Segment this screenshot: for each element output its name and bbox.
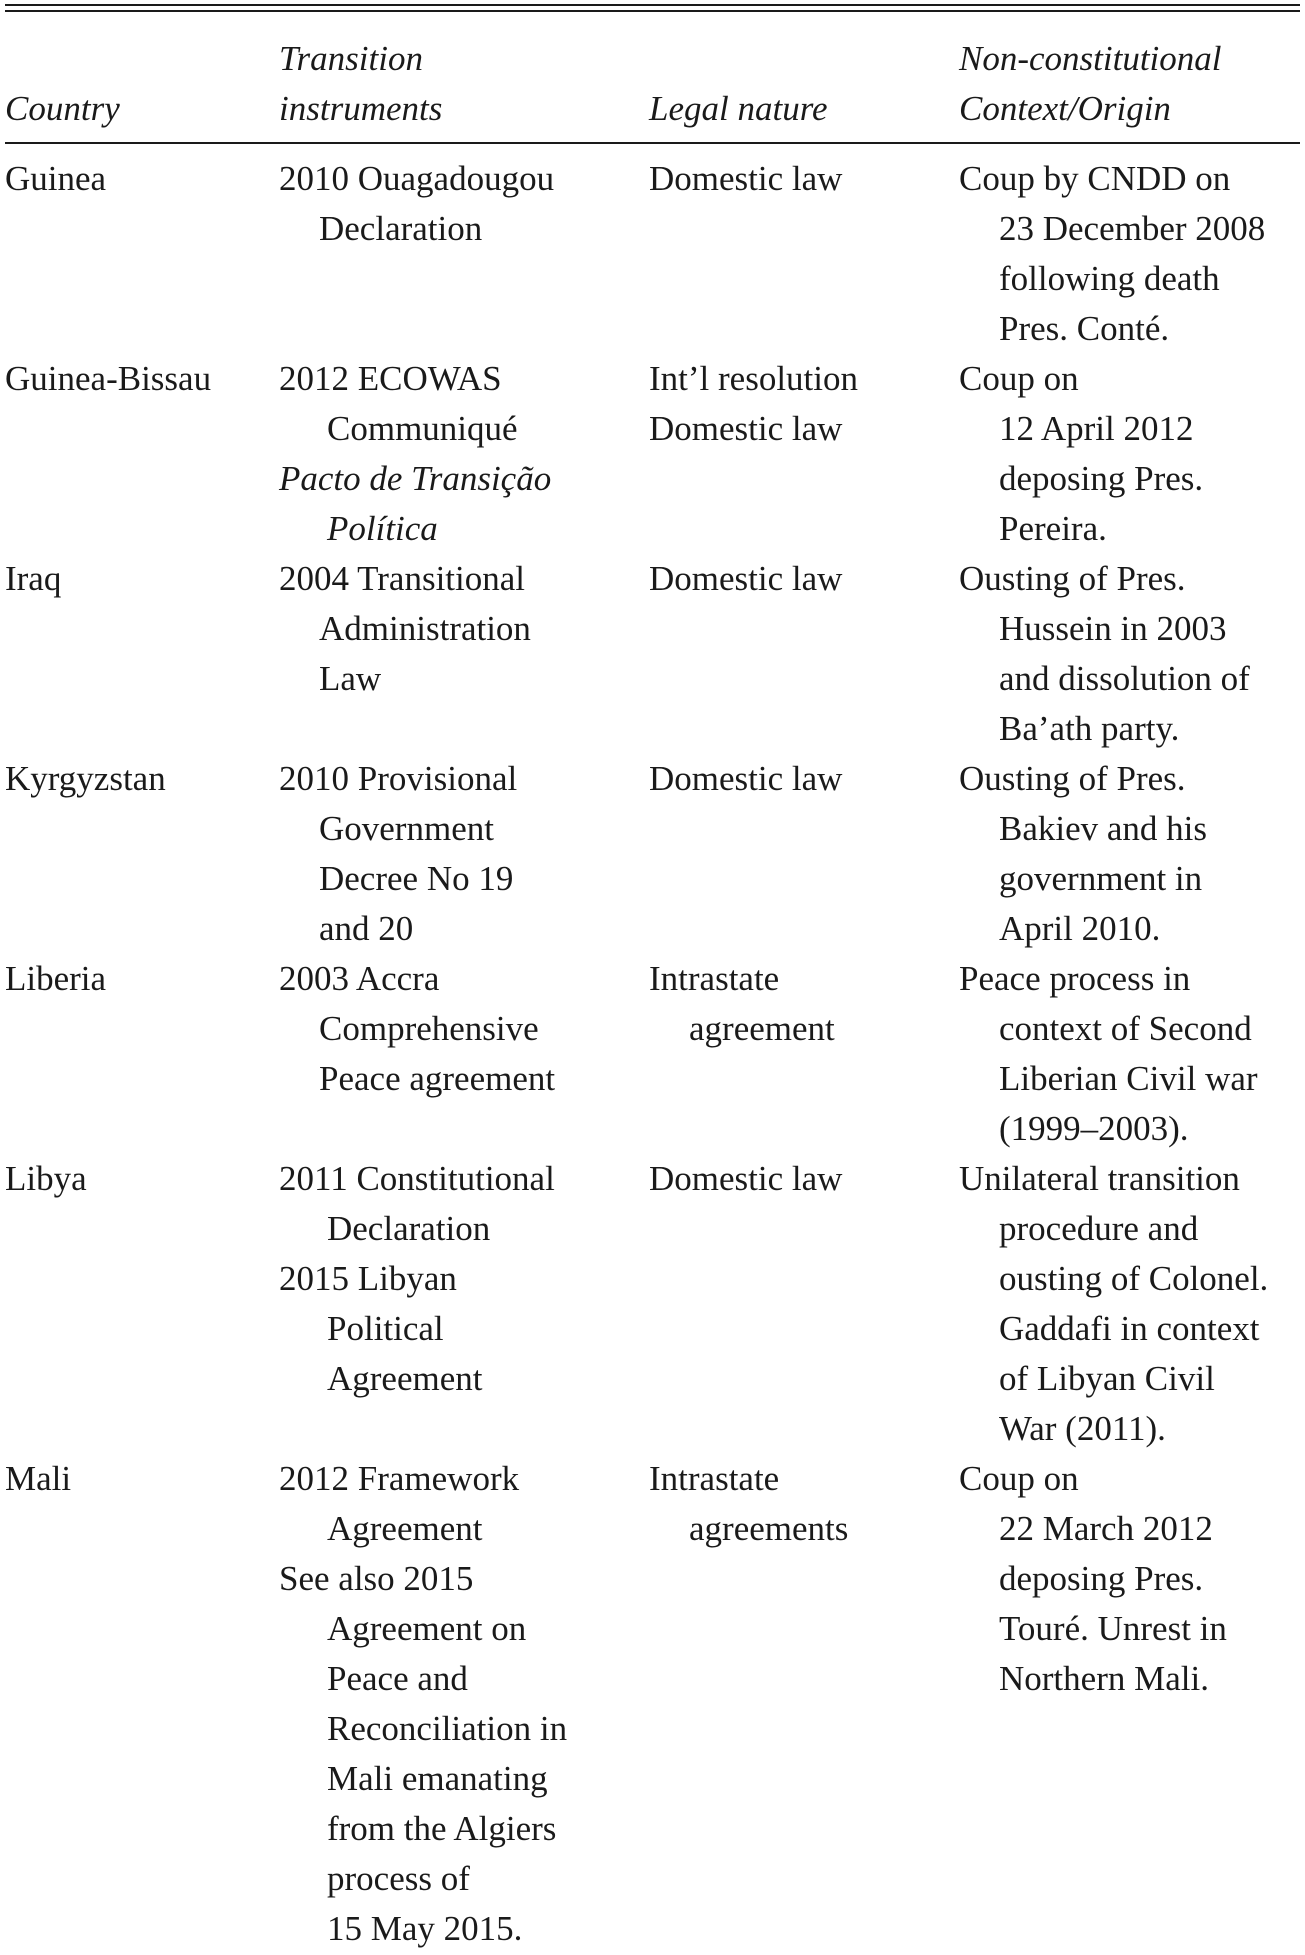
context-line: and dissolution of (999, 659, 1250, 698)
instrument-line: 2004 Transitional (279, 559, 526, 598)
instrument-line: Política (327, 509, 438, 548)
context-line: Northern Mali. (999, 1659, 1209, 1698)
transition-instruments-table (5, 12, 1300, 1954)
country-name: Kyrgyzstan (5, 759, 166, 798)
instrument-line: Agreement (327, 1509, 483, 1548)
header-context: Non-constitutional Context/Origin (959, 39, 1222, 128)
context-line: 12 April 2012 (999, 409, 1194, 448)
cell-legal-nature (649, 554, 959, 754)
cell-country (5, 554, 279, 754)
context-line: ousting of Colonel. (999, 1259, 1269, 1298)
instrument-line: Declaration (327, 1209, 491, 1248)
instrument-line: 2012 Framework (279, 1459, 520, 1498)
context-line: April 2010. (999, 909, 1161, 948)
context-line: Bakiev and his (999, 809, 1208, 848)
table-row (5, 1154, 1300, 1454)
country-name: Guinea (5, 159, 107, 198)
cell-legal-nature (649, 144, 959, 354)
cell-legal-nature (649, 354, 959, 554)
legal-nature-line: Intrastate (649, 959, 780, 998)
cell-instruments (279, 954, 649, 1154)
header-country: Country (5, 89, 120, 128)
context-line: War (2011). (999, 1409, 1166, 1448)
context-line: Touré. Unrest in (999, 1609, 1227, 1648)
context-line: deposing Pres. (999, 1559, 1204, 1598)
cell-instruments (279, 1454, 649, 1954)
instrument-line: Peace agreement (319, 1059, 556, 1098)
country-name: Libya (5, 1159, 87, 1198)
table-row (5, 954, 1300, 1154)
instrument-line: Declaration (319, 209, 483, 248)
context-line: Hussein in 2003 (999, 609, 1227, 648)
cell-context (959, 354, 1300, 554)
context-line: Coup on (959, 1459, 1079, 1498)
country-name: Iraq (5, 559, 62, 598)
context-line: 23 December 2008 (999, 209, 1266, 248)
instrument-line: Pacto de Transição (279, 459, 552, 498)
cell-country (5, 1454, 279, 1954)
context-line: Coup on (959, 359, 1079, 398)
cell-instruments (279, 754, 649, 954)
cell-country (5, 144, 279, 354)
cell-legal-nature (649, 754, 959, 954)
table-row (5, 754, 1300, 954)
legal-nature-line: Domestic law (649, 409, 843, 448)
legal-nature-line: Int’l resolution (649, 359, 858, 398)
context-line: government in (999, 859, 1203, 898)
instrument-line: Mali emanating (327, 1759, 548, 1798)
instrument-line: 15 May 2015. (327, 1909, 523, 1948)
legal-nature-line: agreements (689, 1509, 849, 1548)
cell-instruments (279, 554, 649, 754)
context-line: procedure and (999, 1209, 1199, 1248)
header-legal-nature: Legal nature (649, 89, 828, 128)
table-header (5, 12, 1300, 142)
context-line: Ousting of Pres. (959, 559, 1186, 598)
header-row (5, 12, 1300, 142)
table-row (5, 554, 1300, 754)
instrument-line: 2011 Constitutional (279, 1159, 555, 1198)
instrument-line: Political (327, 1309, 444, 1348)
context-line: Gaddafi in context (999, 1309, 1260, 1348)
context-line: of Libyan Civil (999, 1359, 1215, 1398)
cell-instruments (279, 144, 649, 354)
context-line: Liberian Civil war (999, 1059, 1258, 1098)
country-name: Mali (5, 1459, 72, 1498)
instrument-line: Peace and (327, 1659, 468, 1698)
cell-context (959, 554, 1300, 754)
instrument-line: Agreement (327, 1359, 483, 1398)
table-rows (5, 144, 1300, 1954)
context-line: (1999–2003). (999, 1109, 1189, 1148)
legal-nature-line: agreement (689, 1009, 835, 1048)
context-line: Unilateral transition (959, 1159, 1240, 1198)
instrument-line: 2015 Libyan (279, 1259, 457, 1298)
instrument-line: Decree No 19 (319, 859, 514, 898)
instrument-line: Communiqué (327, 409, 518, 448)
context-line: Ba’ath party. (999, 709, 1180, 748)
legal-nature-line: Domestic law (649, 159, 843, 198)
document-page (5, 0, 1300, 1954)
instrument-line: 2012 ECOWAS (279, 359, 502, 398)
instrument-line: 2003 Accra (279, 959, 440, 998)
context-line: 22 March 2012 (999, 1509, 1213, 1548)
context-line: deposing Pres. (999, 459, 1204, 498)
context-line: Pereira. (999, 509, 1107, 548)
country-name: Liberia (5, 959, 107, 998)
instrument-line: Law (319, 659, 382, 698)
instrument-line: 2010 Provisional (279, 759, 518, 798)
cell-context (959, 144, 1300, 354)
cell-context (959, 754, 1300, 954)
legal-nature-line: Domestic law (649, 759, 843, 798)
instrument-line: Administration (319, 609, 531, 648)
instrument-line: and 20 (319, 909, 414, 948)
instrument-line: See also 2015 (279, 1559, 474, 1598)
cell-country (5, 1154, 279, 1454)
table-row (5, 144, 1300, 354)
legal-nature-line: Intrastate (649, 1459, 780, 1498)
table-row (5, 354, 1300, 554)
context-line: following death (999, 259, 1220, 298)
context-line: Ousting of Pres. (959, 759, 1186, 798)
table-row (5, 1454, 1300, 1954)
cell-legal-nature (649, 1154, 959, 1454)
cell-country (5, 754, 279, 954)
cell-country (5, 354, 279, 554)
context-line: Coup by CNDD on (959, 159, 1231, 198)
cell-instruments (279, 354, 649, 554)
cell-context (959, 954, 1300, 1154)
top-double-rule (5, 4, 1300, 12)
cell-context (959, 1154, 1300, 1454)
instrument-line: process of (327, 1859, 470, 1898)
header-instruments: Transition instruments (279, 39, 443, 128)
instrument-line: Government (319, 809, 494, 848)
cell-instruments (279, 1154, 649, 1454)
cell-context (959, 1454, 1300, 1954)
context-line: Peace process in (959, 959, 1191, 998)
country-name: Guinea-Bissau (5, 359, 212, 398)
instrument-line: 2010 Ouagadougou (279, 159, 555, 198)
legal-nature-line: Domestic law (649, 1159, 843, 1198)
context-line: context of Second (999, 1009, 1252, 1048)
cell-country (5, 954, 279, 1154)
instrument-line: Agreement on (327, 1609, 527, 1648)
instrument-line: Comprehensive (319, 1009, 539, 1048)
instrument-line: from the Algiers (327, 1809, 557, 1848)
legal-nature-line: Domestic law (649, 559, 843, 598)
cell-legal-nature (649, 1454, 959, 1954)
instrument-line: Reconciliation in (327, 1709, 568, 1748)
cell-legal-nature (649, 954, 959, 1154)
context-line: Pres. Conté. (999, 309, 1170, 348)
